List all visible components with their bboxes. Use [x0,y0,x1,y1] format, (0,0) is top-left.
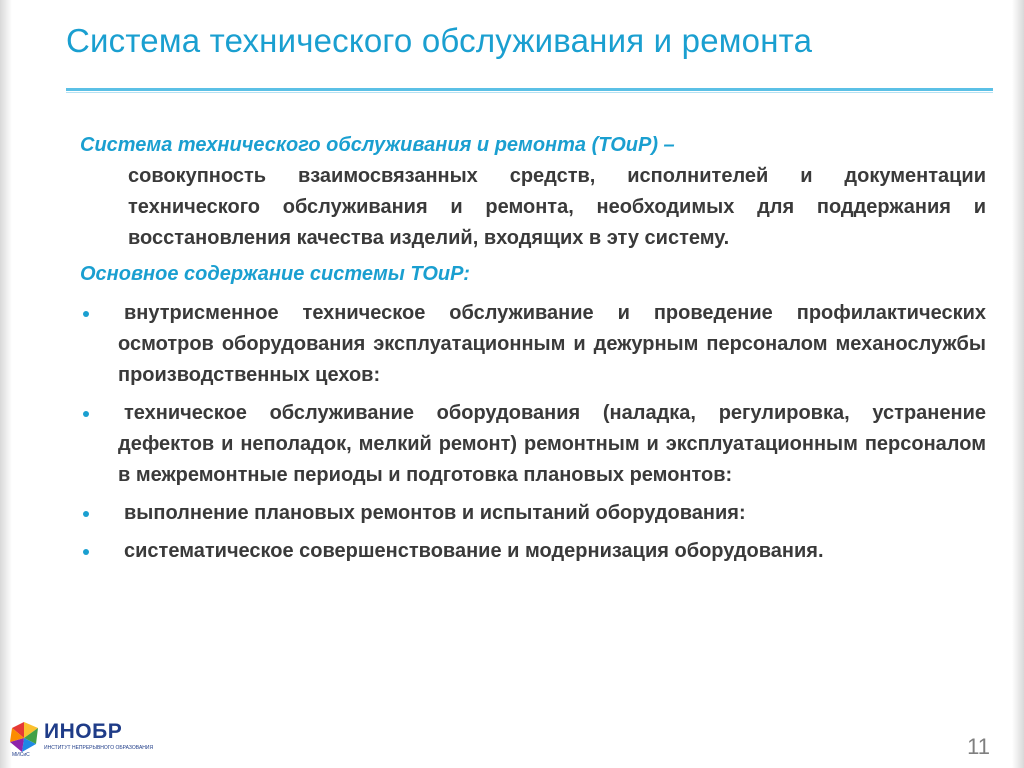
page-number: 11 [967,734,990,759]
bullet-item [80,536,986,567]
left-edge-shade [0,0,12,768]
bullet-dot-icon [83,511,89,517]
content-bullet-list [80,298,986,567]
definition-text: совокупность взаимосвязанных средств, исполнителей и документации технического обслуживания и ремонта, необходимых для поддержания и восстановления качества изделий, входящих в эту систему. [128,165,986,249]
bullet-dot-icon [83,411,89,417]
logo-subtitle: ИНСТИТУТ НЕПРЕРЫВНОГО ОБРАЗОВАНИЯ [44,745,154,751]
inobr-logo [6,716,154,764]
definition-heading: Система технического обслуживания и ремонта (ТОиР) – [80,134,675,156]
bullet-dot-icon [83,549,89,555]
bullet-dot-icon [83,311,89,317]
bullet-text: систематическое совершенствование и модернизация оборудования. [124,540,824,562]
bullet-item [80,298,986,391]
title-divider [66,88,993,93]
right-edge-shade [1012,0,1024,768]
bullet-text: внутрисменное техническое обслуживание и проведение профилактических осмотров оборудования эксплуатационным и дежурным персоналом механослужбы производственных цехов: [118,302,986,386]
logo-name: ИНОБР [44,720,123,743]
bullet-item [80,498,986,529]
bullet-item [80,398,986,491]
slide-content [80,130,986,574]
content-heading: Основное содержание системы ТОиР: [80,263,470,285]
logo-small-label: МИСиС [12,752,30,758]
slide-title: Система технического обслуживания и ремонта [66,22,813,59]
bullet-text: выполнение плановых ремонтов и испытаний оборудования: [124,502,746,524]
bullet-text: техническое обслуживание оборудования (наладка, регулировка, устранение дефектов и неполадок, мелкий ремонт) ремонтным и эксплуатационным персоналом в межремонтные периоды и подготовка плановых ремонтов: [118,402,986,486]
